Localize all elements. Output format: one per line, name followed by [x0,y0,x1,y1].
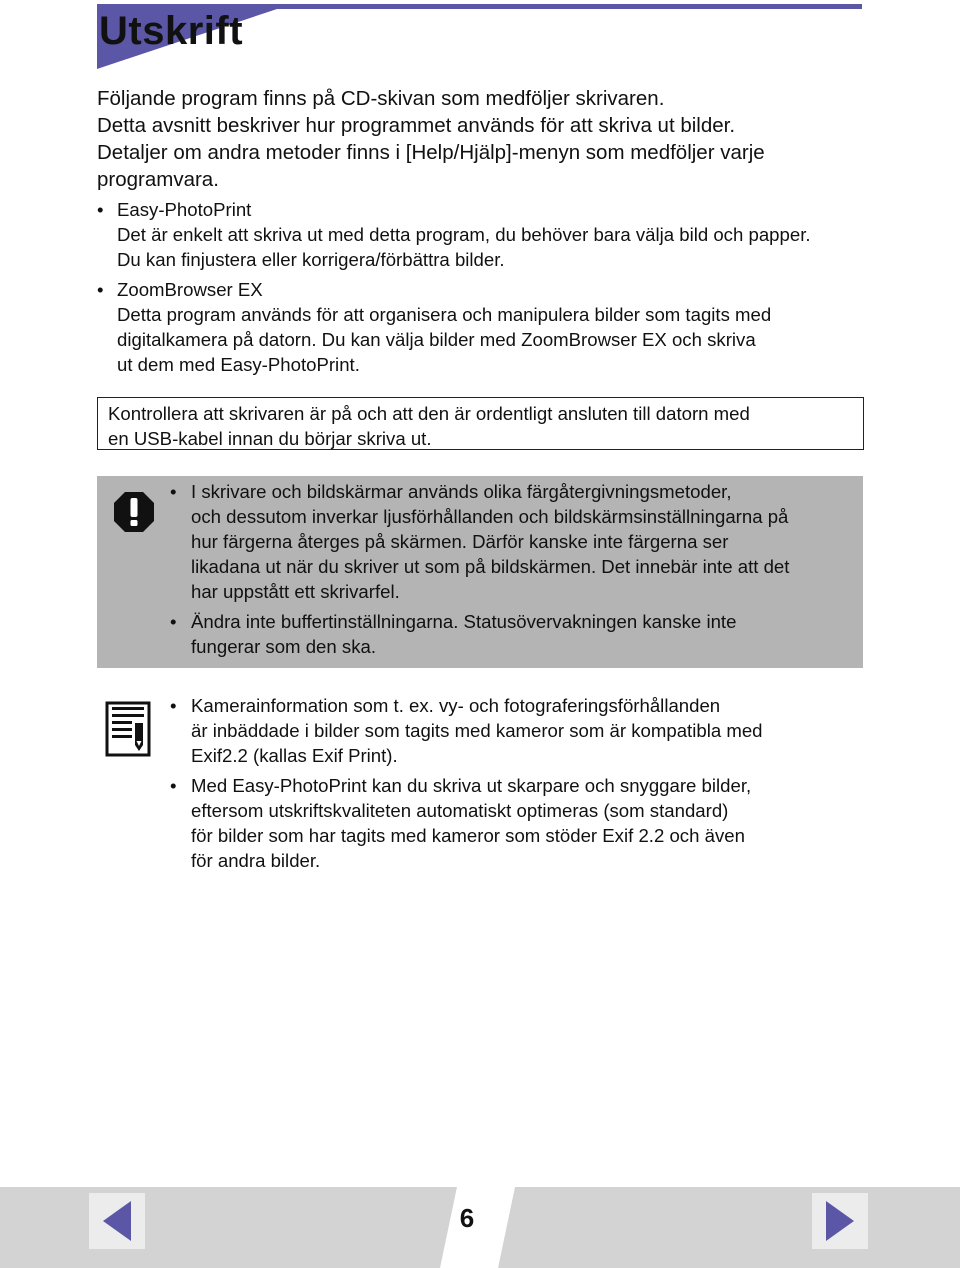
memo-icon [105,701,151,757]
page-number: 6 [459,1203,475,1233]
arrow-right-icon [812,1193,868,1249]
bullet-icon: • [97,199,104,220]
notice-line: Kontrollera att skrivaren är på och att den är ordentligt ansluten till datorn med [108,403,750,424]
program-item-easy-photoprint [97,197,857,272]
program-name: Easy-PhotoPrint [117,199,252,220]
memo-line: är inbäddade i bilder som tagits med kameror som är kompatibla med [191,720,763,741]
caution-line: Ändra inte buffertinställningarna. Statusövervakningen kanske inte [191,611,737,632]
program-item-zoombrowser [97,277,857,377]
program-description: ut dem med Easy-PhotoPrint. [117,354,360,375]
caution-list [170,479,830,664]
memo-line: för andra bilder. [191,850,321,871]
memo-line: eftersom utskriftskvaliteten automatiskt optimeras (som standard) [191,800,729,821]
bullet-icon: • [170,611,177,632]
intro-paragraph [97,85,857,193]
bullet-icon: • [170,775,177,796]
caution-line: fungerar som den ska. [191,636,377,657]
caution-icon [113,491,155,533]
program-description: Du kan finjustera eller korrigera/förbättra bilder. [117,249,505,270]
intro-line: Detaljer om andra metoder finns i [Help/Hjälp]-menyn som medföljer varje [97,141,765,164]
intro-line: Detta avsnitt beskriver hur programmet används för att skriva ut bilder. [97,114,736,137]
notice-box [97,397,864,450]
next-page-button[interactable] [812,1193,868,1249]
caution-line: likadana ut när du skriver ut som på bildskärmen. Det innebär inte att det [191,556,790,577]
program-list [97,197,857,382]
bullet-icon: • [170,695,177,716]
program-description: Detta program används för att organisera och manipulera bilder som tagits med [117,304,772,325]
arrow-left-icon [89,1193,145,1249]
bullet-icon: • [170,481,177,502]
memo-line: Exif2.2 (kallas Exif Print). [191,745,398,766]
program-description: Det är enkelt att skriva ut med detta program, du behöver bara välja bild och papper. [117,224,811,245]
memo-line: Kamerainformation som t. ex. vy- och fotograferingsförhållanden [191,695,721,716]
memo-line: Med Easy-PhotoPrint kan du skriva ut skarpare och snyggare bilder, [191,775,752,796]
memo-item [170,693,830,768]
memo-list [170,693,830,878]
caution-line: hur färgerna återges på skärmen. Därför kanske inte färgerna ser [191,531,729,552]
intro-line: programvara. [97,168,219,191]
program-description: digitalkamera på datorn. Du kan välja bilder med ZoomBrowser EX och skriva [117,329,756,350]
page-title: Utskrift [99,9,244,53]
memo-line: för bilder som har tagits med kameror som stöder Exif 2.2 och även [191,825,745,846]
caution-line: och dessutom inverkar ljusförhållanden och bildskärmsinställningarna på [191,506,789,527]
memo-item [170,773,830,873]
caution-item [170,609,830,659]
caution-line: har uppstått ett skrivarfel. [191,581,400,602]
previous-page-button[interactable] [89,1193,145,1249]
caution-item [170,479,830,604]
program-name: ZoomBrowser EX [117,279,263,300]
notice-line: en USB-kabel innan du börjar skriva ut. [108,428,432,449]
caution-line: I skrivare och bildskärmar används olika färgåtergivningsmetoder, [191,481,732,502]
bullet-icon: • [97,279,104,300]
intro-line: Följande program finns på CD-skivan som medföljer skrivaren. [97,87,665,110]
